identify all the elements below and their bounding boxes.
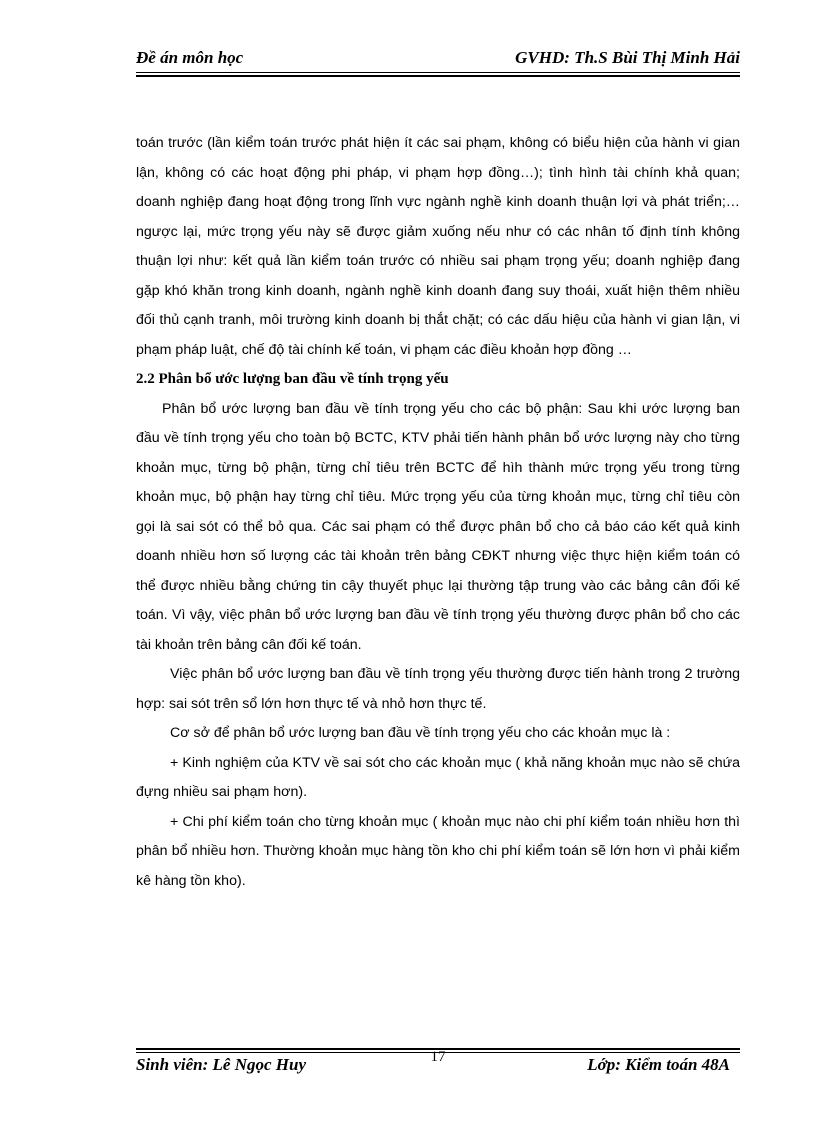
course-title: Đề án môn học [136,48,244,67]
paragraph-allocation: Phân bổ ước lượng ban đầu về tính trọng yếu cho các bộ phận: Sau khi ước lượng ban đầu về tính trọng yếu cho toàn bộ BCTC, KTV phải tiến hành phân bổ ước lượng này cho từng khoản mục, từng bộ phận, từng chỉ tiêu trên BCTC để hìh thành mức trọng yếu trong từng khoản mục, bộ phận hay từng chỉ tiêu. Mức trọng yếu của từng khoản mục, từng chỉ tiêu còn gọi là sai sót có thể bỏ qua. Các sai phạm có thể được phân bổ cho cả báo cáo kết quả kinh doanh nhiều hơn số lượng các tài khoản trên bảng CĐKT nhưng việc thực hiện kiểm toán có thể được nhiều bằng chứng tin cậy thuyết phục lại thường tập trung vào các bảng cân đối kế toán. Vì vậy, việc phân bổ ước lượng ban đầu về tính trọng yếu thường được phân bổ cho các tài khoản trên bảng cân đối kế toán. [136,400,740,653]
class-name: Lớp: Kiểm toán 48A [587,1055,730,1074]
list-item-cost: + Chi phí kiểm toán cho từng khoản mục ( khoản mục nào chi phí kiểm toán nhiều hơn thì phân bổ nhiều hơn. Thường khoản mục hàng tồn kho chi phí kiểm toán sẽ lớn hơn vì phải kiểm kê hàng tồn kho). [136,813,740,889]
paragraph-basis: Cơ sở để phân bổ ước lượng ban đầu về tính trọng yếu cho các khoản mục là : [170,725,671,741]
list-item-experience: + Kinh nghiệm của KTV về sai sót cho các khoản mục ( khả năng khoản mục nào sẽ chứa đựng nhiều sai phạm hơn). [136,754,740,800]
paragraph-two-cases: Việc phân bổ ước lượng ban đầu về tính trọng yếu thường được tiến hành trong 2 trường hợp: sai sót trên sổ lớn hơn thực tế và nhỏ hơn thực tế. [136,666,740,712]
header-rule-thick [136,75,740,77]
supervisor-name: GVHD: Th.S Bùi Thị Minh Hải [515,48,740,67]
section-heading: 2.2 Phân bổ ước lượng ban đầu về tính trọng yếu [136,371,449,387]
page-header [136,48,740,72]
student-name: Sinh viên: Lê Ngọc Huy [136,1055,306,1074]
page-number: 17 [430,1049,446,1065]
page-footer [136,1049,740,1079]
paragraph-continued: toán trước (lần kiểm toán trước phát hiện ít các sai phạm, không có biểu hiện của hành vi gian lận, không có các hoạt động phi pháp, vi phạm hợp đồng…); tình hình tài chính khả quan; doanh nghiệp đang hoạt động trong lĩnh vực ngành nghề kinh doanh thuận lợi và phát triển;… ngược lại, mức trọng yếu này sẽ được giảm xuống nếu như có các nhân tố định tính không thuận lợi như: kết quả lần kiểm toán trước có nhiều sai phạm trọng yếu; doanh nghiệp đang gặp khó khăn trong kinh doanh, ngành nghề kinh doanh đang suy thoái, xuất hiện thêm nhiều đối thủ cạnh tranh, môi trường kinh doanh bị thắt chặt; có các dấu hiệu của hành vi gian lận, vi phạm pháp luật, chế độ tài chính kế toán, vi phạm các điều khoản hợp đồng … [136,135,740,358]
header-rule-thin [136,72,740,73]
page-content [136,129,740,896]
